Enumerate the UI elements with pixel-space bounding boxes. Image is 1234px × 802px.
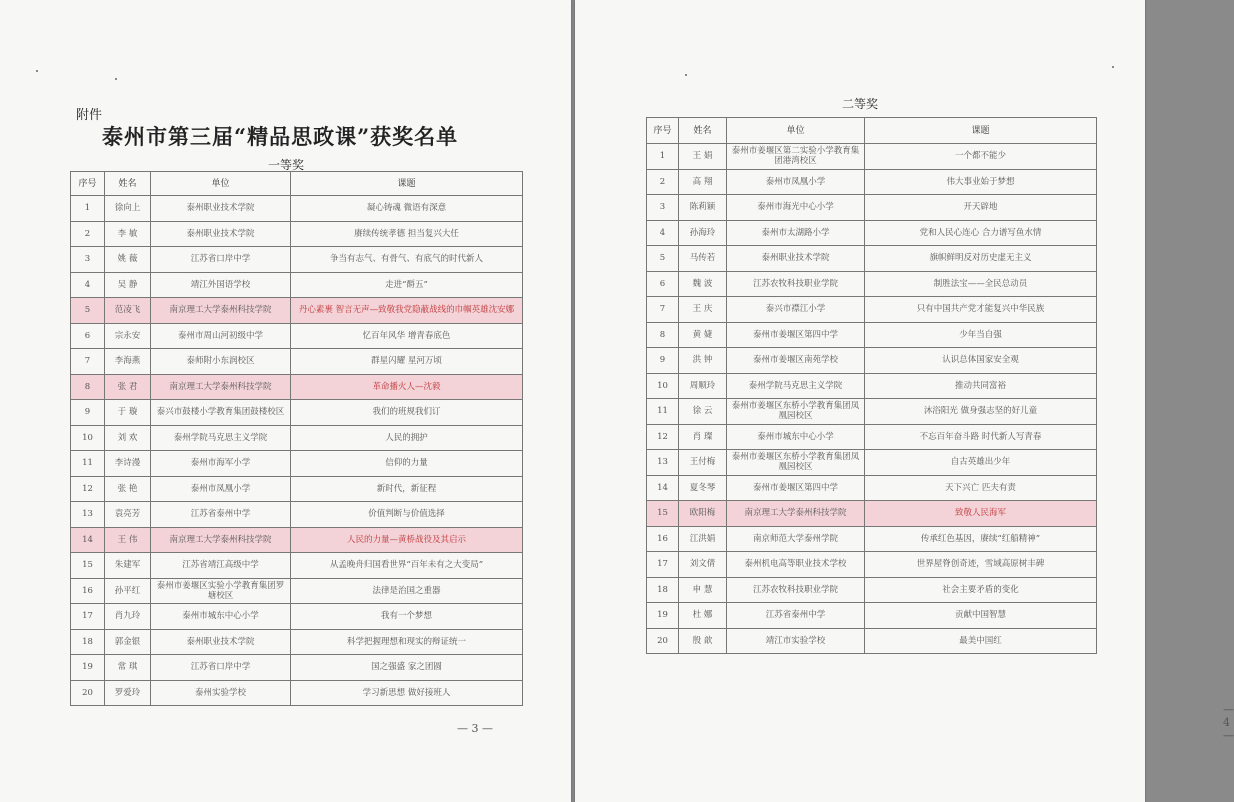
name-cell: 王付梅 [679,450,727,476]
table-header-row [647,118,1097,144]
row-number-cell: 8 [71,374,105,400]
table-row [647,297,1097,323]
unit-cell: 泰州实验学校 [151,680,291,706]
table-row [647,552,1097,578]
topic-cell: 信仰的力量 [291,451,523,477]
table-row [71,196,523,222]
unit-cell: 泰州市海军小学 [151,451,291,477]
name-cell: 郭金银 [105,629,151,655]
topic-cell: 人民的拥护 [291,425,523,451]
topic-cell: 人民的力量—黄桥战役及其启示 [291,527,523,553]
table-row [647,195,1097,221]
topic-cell: 少年当自强 [865,322,1097,348]
row-number-cell: 13 [647,450,679,476]
unit-cell: 泰州市姜堰区南苑学校 [727,348,865,374]
unit-cell: 靖江外国语学校 [151,272,291,298]
row-number-cell: 2 [647,169,679,195]
column-header: 序号 [71,172,105,196]
name-cell: 吴 静 [105,272,151,298]
unit-cell: 泰州职业技术学院 [151,221,291,247]
left-page [0,0,571,802]
table-row [647,373,1097,399]
table-row [71,680,523,706]
unit-cell: 江苏农牧科技职业学院 [727,271,865,297]
name-cell: 夏冬琴 [679,475,727,501]
topic-cell: 科学把握理想和现实的辩证统一 [291,629,523,655]
name-cell: 张 君 [105,374,151,400]
topic-cell: 世界屋脊创奇迹，雪域高原树丰碑 [865,552,1097,578]
row-number-cell: 12 [71,476,105,502]
unit-cell: 泰州市姜堰区东桥小学教育集团凤凰园校区 [727,450,865,476]
name-cell: 朱建军 [105,553,151,579]
row-number-cell: 19 [71,655,105,681]
table-row [71,604,523,630]
topic-cell: 伟大事业始于梦想 [865,169,1097,195]
name-cell: 马传若 [679,246,727,272]
table-row [71,629,523,655]
table-row [647,169,1097,195]
name-cell: 宗永安 [105,323,151,349]
name-cell: 魏 波 [679,271,727,297]
table-row [71,374,523,400]
column-header: 序号 [647,118,679,144]
topic-cell: 新时代，新征程 [291,476,523,502]
unit-cell: 泰州职业技术学院 [151,196,291,222]
topic-cell: 我们的班规我们订 [291,400,523,426]
name-cell: 肖九玲 [105,604,151,630]
row-number-cell: 3 [647,195,679,221]
table-row [71,425,523,451]
name-cell: 刘 欢 [105,425,151,451]
topic-cell: 革命播火人—沈毅 [291,374,523,400]
scan-speck [1112,66,1114,68]
table-row [647,577,1097,603]
table-row [647,526,1097,552]
name-cell: 肖 璨 [679,424,727,450]
unit-cell: 江苏省靖江高级中学 [151,553,291,579]
topic-cell: 天下兴亡 匹夫有责 [865,475,1097,501]
name-cell: 孙平红 [105,578,151,604]
name-cell: 欧阳梅 [679,501,727,527]
unit-cell: 泰州市姜堰区第四中学 [727,475,865,501]
column-header: 姓名 [679,118,727,144]
name-cell: 于 璇 [105,400,151,426]
row-number-cell: 6 [71,323,105,349]
table-row [71,476,523,502]
row-number-cell: 10 [647,373,679,399]
name-cell: 王 伟 [105,527,151,553]
row-number-cell: 11 [71,451,105,477]
unit-cell: 泰州机电高等职业技术学校 [727,552,865,578]
row-number-cell: 16 [647,526,679,552]
topic-cell: 认识总体国家安全观 [865,348,1097,374]
first-prize-table [70,171,523,706]
table-row [71,272,523,298]
topic-cell: 争当有志气、有骨气、有底气的时代新人 [291,247,523,273]
topic-cell: 贡献中国智慧 [865,603,1097,629]
name-cell: 杜 娜 [679,603,727,629]
row-number-cell: 4 [647,220,679,246]
name-cell: 孙海玲 [679,220,727,246]
row-number-cell: 16 [71,578,105,604]
name-cell: 刘文倩 [679,552,727,578]
table-row [647,501,1097,527]
topic-cell: 赓续传统孝德 担当复兴大任 [291,221,523,247]
topic-cell: 国之强盛 家之团圆 [291,655,523,681]
row-number-cell: 17 [71,604,105,630]
name-cell: 范凌飞 [105,298,151,324]
unit-cell: 南京理工大学泰州科技学院 [727,501,865,527]
topic-cell: 自古英雄出少年 [865,450,1097,476]
unit-cell: 泰州市周山河初级中学 [151,323,291,349]
scan-speck [36,70,38,72]
unit-cell: 泰州学院马克思主义学院 [151,425,291,451]
unit-cell: 泰州市城东中心小学 [727,424,865,450]
document-title: 泰州市第三届“精品思政课”获奖名单 [102,124,459,149]
unit-cell: 泰州市太湖路小学 [727,220,865,246]
name-cell: 罗爱玲 [105,680,151,706]
unit-cell: 南京师范大学泰州学院 [727,526,865,552]
table-row [71,578,523,604]
unit-cell: 泰州学院马克思主义学院 [727,373,865,399]
row-number-cell: 8 [647,322,679,348]
row-number-cell: 1 [647,144,679,170]
topic-cell: 走进“酹五” [291,272,523,298]
topic-cell: 传承红色基因，赓续“红船精神” [865,526,1097,552]
row-number-cell: 5 [647,246,679,272]
unit-cell: 泰兴市鼓楼小学教育集团鼓楼校区 [151,400,291,426]
name-cell: 殷 歆 [679,628,727,654]
table-row [647,348,1097,374]
topic-cell: 不忘百年奋斗路 时代新人写青春 [865,424,1097,450]
row-number-cell: 6 [647,271,679,297]
table-row [647,628,1097,654]
topic-cell: 价值判断与价值选择 [291,502,523,528]
topic-cell: 丹心素裹 智言无声—致敬我党隐蔽战线的巾帼英雄沈安娜 [291,298,523,324]
row-number-cell: 7 [71,349,105,375]
table-row [71,502,523,528]
name-cell: 高 翔 [679,169,727,195]
table-row [647,271,1097,297]
name-cell: 黄 婕 [679,322,727,348]
table-row [71,655,523,681]
unit-cell: 泰州市姜堰区第四中学 [727,322,865,348]
table-row [647,322,1097,348]
name-cell: 陈莉颖 [679,195,727,221]
column-header: 单位 [151,172,291,196]
column-header: 姓名 [105,172,151,196]
column-header: 课题 [865,118,1097,144]
row-number-cell: 18 [647,577,679,603]
table-row [71,400,523,426]
row-number-cell: 15 [647,501,679,527]
name-cell: 徐向上 [105,196,151,222]
unit-cell: 泰州市海光中心小学 [727,195,865,221]
topic-cell: 最美中国红 [865,628,1097,654]
unit-cell: 江苏农牧科技职业学院 [727,577,865,603]
topic-cell: 群星闪耀 星河万顷 [291,349,523,375]
name-cell: 李海燕 [105,349,151,375]
topic-cell: 推动共同富裕 [865,373,1097,399]
topic-cell: 我有一个梦想 [291,604,523,630]
unit-cell: 泰州职业技术学院 [151,629,291,655]
unit-cell: 泰兴市襟江小学 [727,297,865,323]
topic-cell: 制胜法宝——全民总动员 [865,271,1097,297]
table-row [647,399,1097,425]
topic-cell: 法律是治国之重器 [291,578,523,604]
row-number-cell: 15 [71,553,105,579]
row-number-cell: 9 [71,400,105,426]
table-row [71,553,523,579]
table-row [71,298,523,324]
table-row [647,450,1097,476]
topic-cell: 一个都不能少 [865,144,1097,170]
scan-speck [115,78,117,80]
row-number-cell: 5 [71,298,105,324]
name-cell: 张 艳 [105,476,151,502]
name-cell: 洪 钟 [679,348,727,374]
unit-cell: 靖江市实验学校 [727,628,865,654]
row-number-cell: 20 [71,680,105,706]
table-row [71,221,523,247]
row-number-cell: 9 [647,348,679,374]
unit-cell: 南京理工大学泰州科技学院 [151,374,291,400]
topic-cell: 沐浴阳光 做身强志坚的好儿童 [865,399,1097,425]
unit-cell: 泰州市姜堰区实验小学教育集团罗塘校区 [151,578,291,604]
name-cell: 王 娟 [679,144,727,170]
row-number-cell: 14 [647,475,679,501]
topic-cell: 学习新思想 做好接班人 [291,680,523,706]
unit-cell: 南京理工大学泰州科技学院 [151,527,291,553]
attachment-label: 附件 [76,108,103,123]
topic-cell: 从孟晚舟归国看世界“百年未有之大变局” [291,553,523,579]
row-number-cell: 3 [71,247,105,273]
row-number-cell: 12 [647,424,679,450]
topic-cell: 忆百年风华 增青春底色 [291,323,523,349]
unit-cell: 江苏省口岸中学 [151,655,291,681]
row-number-cell: 11 [647,399,679,425]
row-number-cell: 18 [71,629,105,655]
row-number-cell: 13 [71,502,105,528]
name-cell: 常 琪 [105,655,151,681]
name-cell: 李 敏 [105,221,151,247]
unit-cell: 泰州市凤凰小学 [151,476,291,502]
table-row [71,247,523,273]
table-header-row [71,172,523,196]
unit-cell: 泰州职业技术学院 [727,246,865,272]
page-number: — 4 — [1223,703,1234,742]
topic-cell: 党和人民心连心 合力谱写鱼水情 [865,220,1097,246]
row-number-cell: 19 [647,603,679,629]
name-cell: 江洪娟 [679,526,727,552]
name-cell: 周顺玲 [679,373,727,399]
row-number-cell: 17 [647,552,679,578]
table-row [647,144,1097,170]
topic-cell: 凝心铸魂 微语有深意 [291,196,523,222]
section-title-first-prize: 一等奖 [268,158,305,172]
topic-cell: 致敬人民海军 [865,501,1097,527]
unit-cell: 泰州市姜堰区第二实验小学教育集团港湾校区 [727,144,865,170]
table-row [71,323,523,349]
section-title-second-prize: 二等奖 [842,97,879,111]
table-row [647,475,1097,501]
unit-cell: 泰师附小东润校区 [151,349,291,375]
row-number-cell: 7 [647,297,679,323]
row-number-cell: 1 [71,196,105,222]
table-row [647,220,1097,246]
row-number-cell: 14 [71,527,105,553]
topic-cell: 旗帜鲜明反对历史虚无主义 [865,246,1097,272]
name-cell: 王 庆 [679,297,727,323]
name-cell: 姚 薇 [105,247,151,273]
column-header: 课题 [291,172,523,196]
unit-cell: 泰州市城东中心小学 [151,604,291,630]
column-header: 单位 [727,118,865,144]
table-row [647,603,1097,629]
unit-cell: 泰州市姜堰区东桥小学教育集团凤凰园校区 [727,399,865,425]
unit-cell: 江苏省泰州中学 [151,502,291,528]
table-row [647,246,1097,272]
name-cell: 李诗漫 [105,451,151,477]
table-row [71,451,523,477]
unit-cell: 江苏省口岸中学 [151,247,291,273]
table-row [647,424,1097,450]
unit-cell: 南京理工大学泰州科技学院 [151,298,291,324]
second-prize-table [646,117,1097,654]
unit-cell: 泰州市凤凰小学 [727,169,865,195]
scan-speck [685,74,687,76]
row-number-cell: 4 [71,272,105,298]
page-number: — 3 — [457,722,493,735]
row-number-cell: 20 [647,628,679,654]
topic-cell: 只有中国共产党才能复兴中华民族 [865,297,1097,323]
table-row [71,349,523,375]
name-cell: 徐 云 [679,399,727,425]
topic-cell: 开天辟地 [865,195,1097,221]
table-row [71,527,523,553]
name-cell: 袁亮芳 [105,502,151,528]
row-number-cell: 2 [71,221,105,247]
name-cell: 申 慧 [679,577,727,603]
unit-cell: 江苏省泰州中学 [727,603,865,629]
topic-cell: 社会主要矛盾的变化 [865,577,1097,603]
row-number-cell: 10 [71,425,105,451]
